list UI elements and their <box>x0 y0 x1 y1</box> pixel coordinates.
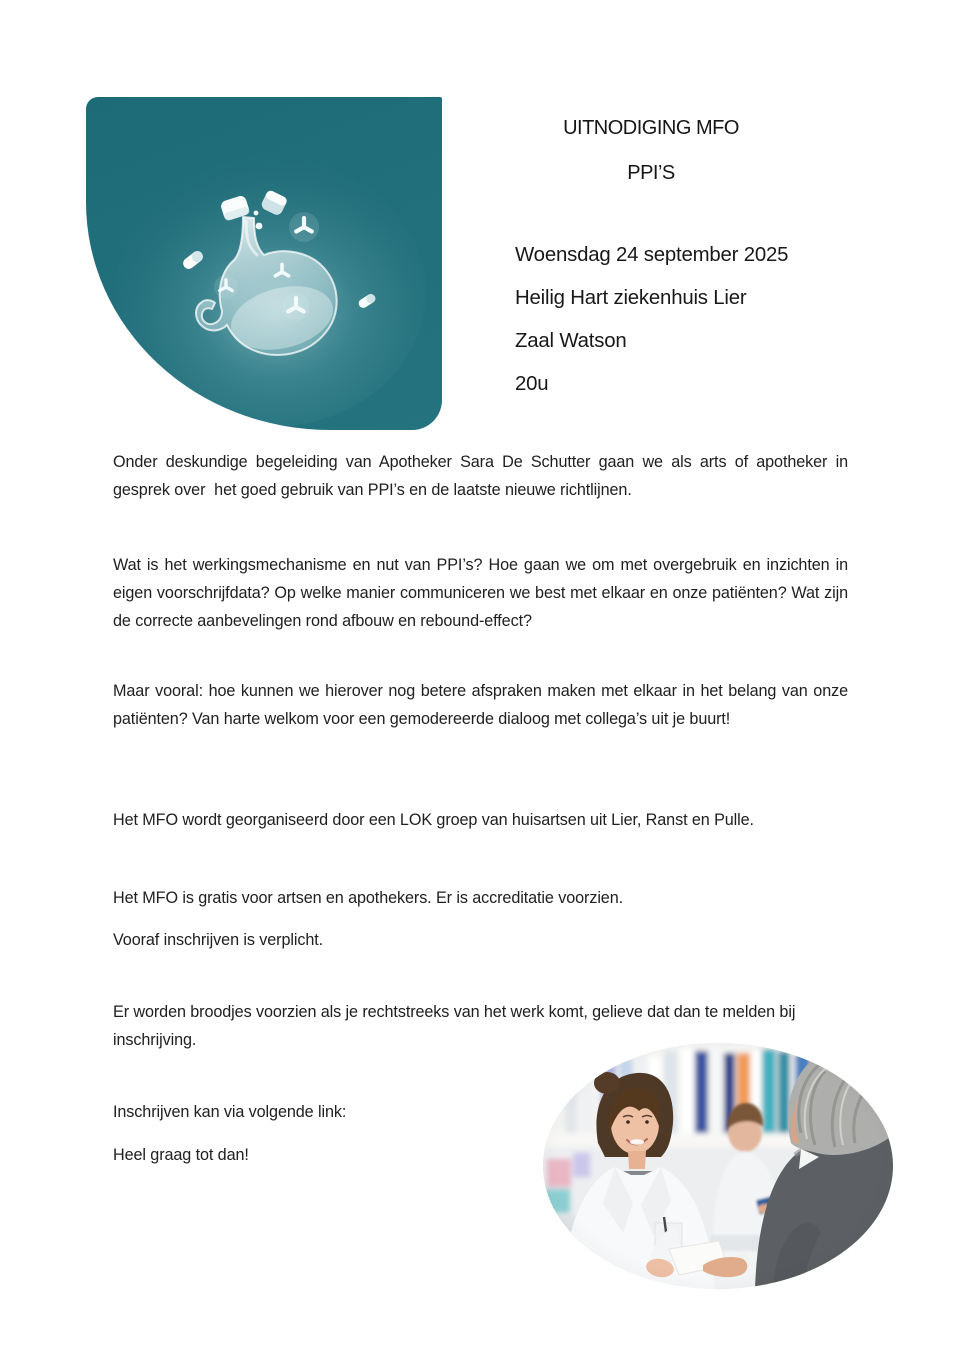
pill-dot <box>256 223 263 230</box>
event-time: 20u <box>515 373 549 395</box>
pharmacy-consultation-photo <box>543 1043 893 1289</box>
hero-image <box>86 97 442 430</box>
paragraph-questions: Wat is het werkingsmechanisme en nut van PPI’s? Hoe gaan we om met overgebruik en inzichten in eigen voorschrijfdata? Op welke manier communiceren we best met elkaar en onze patiënten? Wat zijn de correcte aanbevelingen rond afbouw en rebound-effect? <box>113 556 853 630</box>
stomach-pills-illustration <box>86 97 442 430</box>
paragraph-closing: Heel graag tot dan! <box>113 1146 249 1164</box>
paragraph-goal: Maar vooral: hoe kunnen we hierover nog betere afspraken maken met elkaar in het belang van onze patiënten? Van harte welkom voor een gemodereerde dialoog met collega’s uit je buurt! <box>113 682 853 728</box>
event-venue: Heilig Hart ziekenhuis Lier <box>515 287 747 309</box>
event-room: Zaal Watson <box>515 330 627 352</box>
paragraph-registration-required: Vooraf inschrijven is verplicht. <box>113 931 324 949</box>
paragraph-sandwiches: Er worden broodjes voorzien als je rechtstreeks van het werk komt, gelieve dat dan te melden bij inschrijving. <box>113 1003 800 1049</box>
paragraph-intro: Onder deskundige begeleiding van Apotheker Sara De Schutter gaan we als arts of apotheker in gesprek over het goed gebruik van PPI’s en de laatste nieuwe richtlijnen. <box>113 453 853 499</box>
footer-photo <box>543 1043 893 1289</box>
document-title: UITNODIGING MFO <box>563 117 739 139</box>
document-subtitle: PPI’S <box>627 162 675 184</box>
paragraph-registration-link: Inschrijven kan via volgende link: <box>113 1103 347 1121</box>
paragraph-organisers: Het MFO wordt georganiseerd door een LOK groep van huisartsen uit Lier, Ranst en Pulle. <box>113 811 754 829</box>
event-details <box>515 234 788 406</box>
pill-dot <box>254 211 259 216</box>
paragraph-free-accreditation: Het MFO is gratis voor artsen en apothekers. Er is accreditatie voorzien. <box>113 889 624 907</box>
event-date: Woensdag 24 september 2025 <box>515 244 789 266</box>
